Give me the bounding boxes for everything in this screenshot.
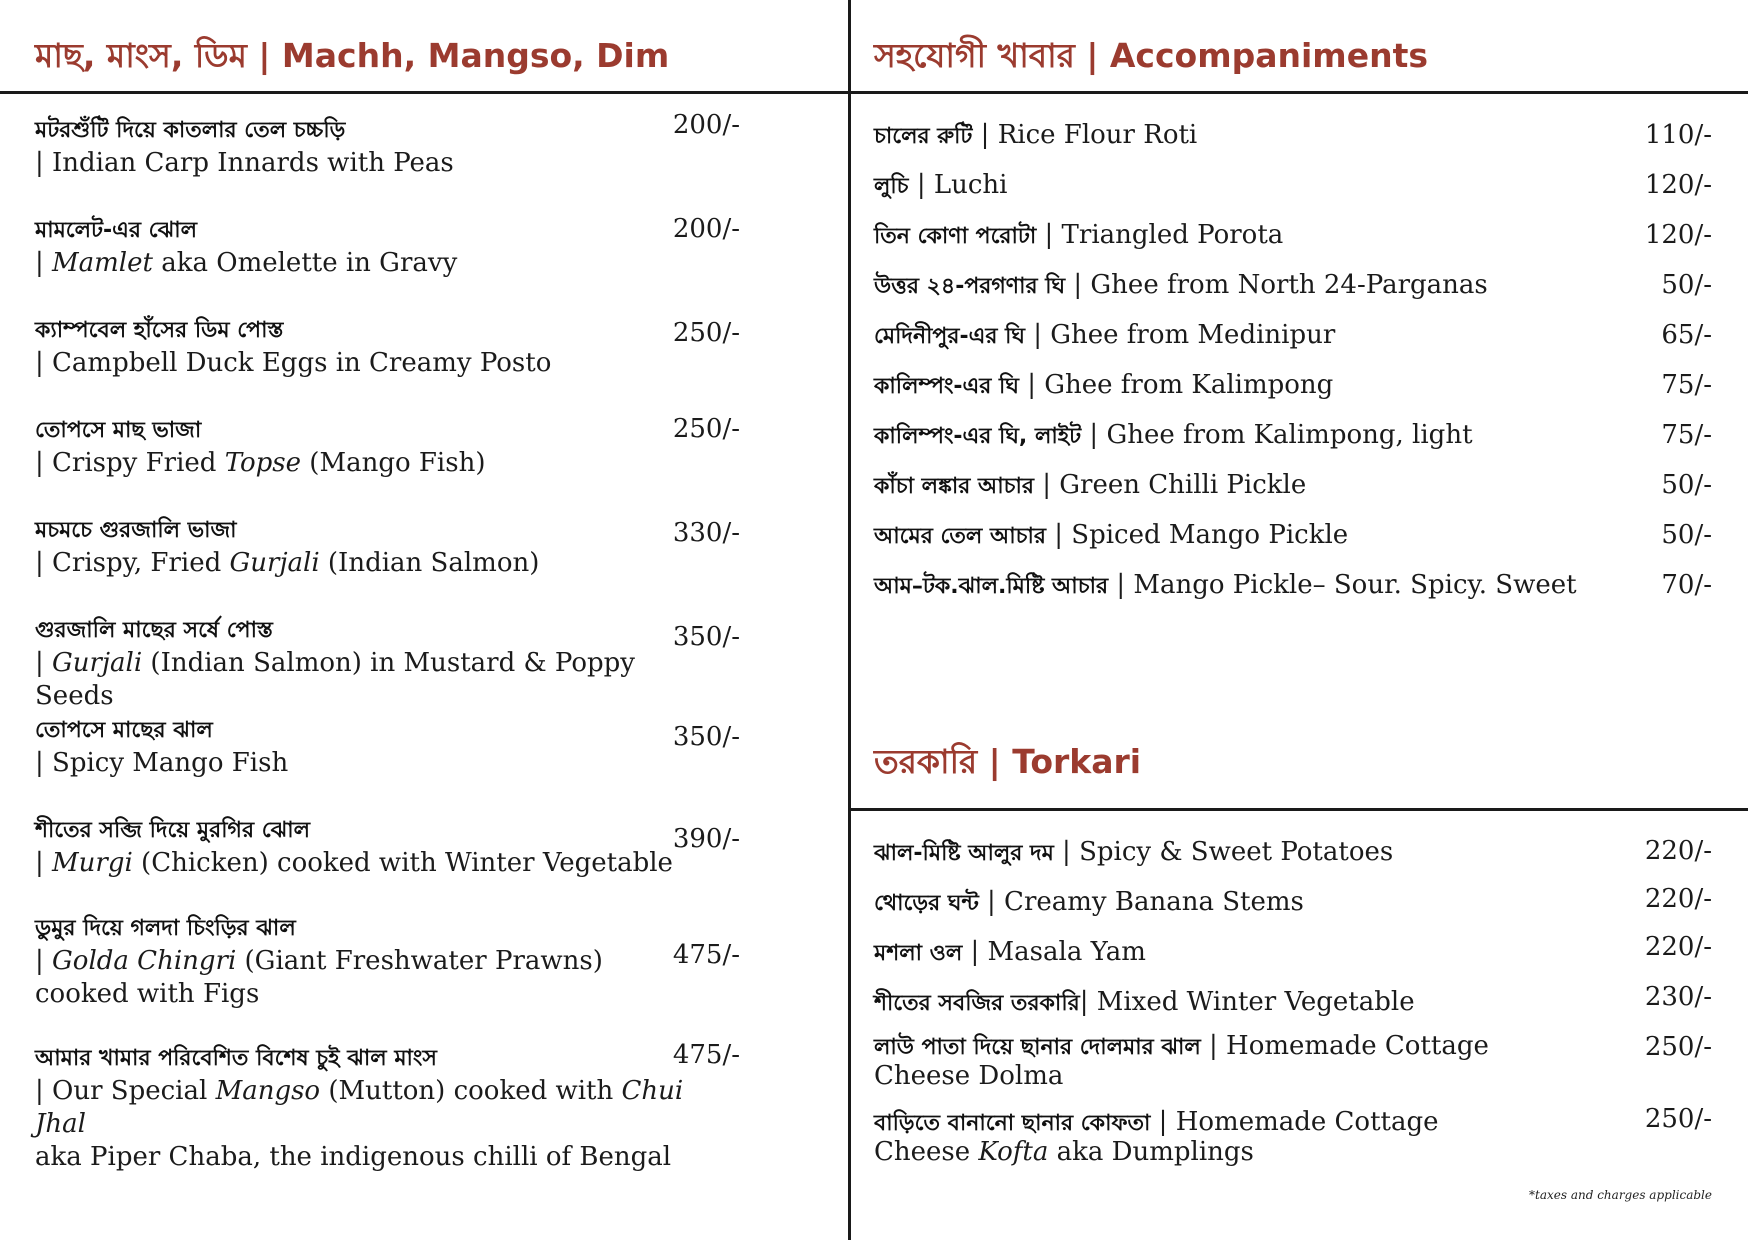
menu-item: [35, 814, 715, 880]
dish-name-english: | Ghee from Kalimpong: [1018, 370, 1334, 400]
dish-name-bengali: আম–টক.ঝাল.মিষ্টি আচার: [874, 574, 1109, 599]
dish-name-english: | Homemade Cottage Cheese Dolma: [874, 1031, 1489, 1091]
price: 390/-: [672, 824, 740, 854]
price: 200/-: [672, 214, 740, 244]
price: 475/-: [672, 940, 740, 970]
dish-name-bengali: ডুমুর দিয়ে গলদা চিংড়ির ঝাল: [35, 916, 296, 941]
dish-name-english: | Luchi: [908, 170, 1008, 200]
dish-description-english: | Gurjali (Indian Salmon) in Mustard & Poppy Seeds: [35, 648, 635, 711]
dish-name-bengali: শীতের সবজির তরকারি: [874, 991, 1080, 1016]
dish-name-english: | Homemade Cottage Cheese Kofta aka Dumplings: [874, 1107, 1439, 1167]
price: 350/-: [672, 722, 740, 752]
dish-description-english: | Murgi (Chicken) cooked with Winter Vegetable: [35, 848, 673, 878]
price: 50/-: [1661, 470, 1712, 500]
menu-item: [874, 221, 1614, 251]
dish-name-bengali: থোড়ের ঘন্ট: [874, 891, 979, 916]
dish-description-english: | Mamlet aka Omelette in Gravy: [35, 248, 458, 278]
menu-item: [874, 371, 1614, 401]
price: 250/-: [672, 318, 740, 348]
price: 50/-: [1661, 520, 1712, 550]
dish-name-english: | Mixed Winter Vegetable: [1079, 987, 1415, 1017]
menu-item: [35, 912, 715, 1011]
price: 50/-: [1661, 270, 1712, 300]
menu-item: [35, 714, 715, 780]
menu-item: [874, 938, 1614, 968]
dish-name-bengali: কালিম্পং-এর ঘি, লাইট: [874, 424, 1082, 449]
price: 75/-: [1661, 420, 1712, 450]
price: 120/-: [1644, 220, 1712, 250]
price: 200/-: [672, 110, 740, 140]
dish-name-bengali: মটরশুঁটি দিয়ে কাতলার তেল চচ্চড়ি: [35, 118, 346, 143]
menu-item: [35, 514, 715, 580]
dish-name-bengali: উত্তর ২৪-পরগণার ঘি: [874, 274, 1066, 299]
price: 120/-: [1644, 170, 1712, 200]
menu-item: [874, 888, 1614, 918]
dish-name-bengali: শীতের সব্জি দিয়ে মুরগির ঝোল: [35, 818, 311, 843]
dish-name-english: | Spicy & Sweet Potatoes: [1053, 837, 1394, 867]
menu-item: [874, 171, 1614, 201]
dish-description-english: | Crispy, Fried Gurjali (Indian Salmon): [35, 548, 540, 578]
dish-name-bengali: মচমচে গুরজালি ভাজা: [35, 518, 237, 543]
dish-name-english: | Spiced Mango Pickle: [1045, 520, 1349, 550]
price: 65/-: [1661, 320, 1712, 350]
dish-name-english: | Green Chilli Pickle: [1034, 470, 1307, 500]
dish-name-bengali: আমের তেল আচার: [874, 524, 1046, 549]
menu-item: [874, 571, 1614, 601]
dish-name-bengali: বাড়িতে বানানো ছানার কোফতা: [874, 1111, 1151, 1136]
dish-name-english: | Rice Flour Roti: [972, 120, 1198, 150]
dish-name-bengali: চালের রুটি: [874, 124, 973, 149]
dish-description-english: | Golda Chingri (Giant Freshwater Prawns) cooked with Figs: [35, 946, 603, 1009]
dish-name-bengali: লুচি: [874, 174, 909, 199]
dish-description-english: | Campbell Duck Eggs in Creamy Posto: [35, 348, 552, 378]
menu-item: [874, 988, 1614, 1018]
price: 110/-: [1644, 120, 1712, 150]
dish-name-bengali: কালিম্পং-এর ঘি: [874, 374, 1019, 399]
dish-description-english: | Spicy Mango Fish: [35, 748, 289, 778]
dish-name-bengali: কাঁচা লঙ্কার আচার: [874, 474, 1034, 499]
dish-description-english: | Our Special Mangso (Mutton) cooked with Chui Jhal aka Piper Chaba, the indigenous chilli of Bengal: [35, 1076, 684, 1172]
dish-description-english: | Indian Carp Innards with Peas: [35, 148, 454, 178]
dish-name-bengali: ক্যাম্পবেল হাঁসের ডিম পোস্ত: [35, 318, 284, 343]
dish-name-english: | Masala Yam: [962, 937, 1146, 967]
price: 220/-: [1644, 836, 1712, 866]
dish-name-bengali: মশলা ওল: [874, 941, 963, 966]
dish-name-bengali: গুরজালি মাছের সর্ষে পোস্ত: [35, 618, 273, 643]
section-heading-accompaniments: সহযোগী খাবার | Accompaniments: [874, 36, 1428, 75]
dish-name-english: | Mango Pickle– Sour. Spicy. Sweet: [1108, 570, 1577, 600]
price: 350/-: [672, 622, 740, 652]
price: 70/-: [1661, 570, 1712, 600]
menu-item: [874, 471, 1614, 501]
price: 220/-: [1644, 884, 1712, 914]
menu-item: [35, 314, 715, 380]
dish-name-bengali: লাউ পাতা দিয়ে ছানার দোলমার ঝাল: [874, 1035, 1201, 1060]
menu-item: [874, 421, 1614, 451]
dish-name-english: | Ghee from North 24-Parganas: [1065, 270, 1488, 300]
price: 250/-: [1644, 1032, 1712, 1062]
menu-item: [874, 1032, 1614, 1091]
dish-name-english: | Creamy Banana Stems: [978, 887, 1304, 917]
dish-name-bengali: তোপসে মাছের ঝাল: [35, 718, 213, 743]
dish-name-bengali: ঝাল-মিষ্টি আলুর দম: [874, 841, 1054, 866]
taxes-footnote: *taxes and charges applicable: [1529, 1188, 1712, 1202]
price: 230/-: [1644, 982, 1712, 1012]
price: 475/-: [672, 1040, 740, 1070]
menu-item: [874, 271, 1614, 301]
dish-name-english: | Ghee from Kalimpong, light: [1081, 420, 1473, 450]
price: 250/-: [672, 414, 740, 444]
accompaniments-heading-rule: [851, 91, 1748, 94]
menu-item: [35, 114, 715, 180]
price: 220/-: [1644, 932, 1712, 962]
section-heading-torkari: তরকারি | Torkari: [874, 742, 1142, 781]
menu-item: [874, 321, 1614, 351]
price: 75/-: [1661, 370, 1712, 400]
menu-item: [874, 1108, 1614, 1167]
section-heading-machh-mangso-dim: মাছ, মাংস, ডিম | Machh, Mangso, Dim: [35, 36, 670, 75]
dish-name-bengali: তিন কোণা পরোটা: [874, 224, 1037, 249]
menu-item: [874, 521, 1614, 551]
dish-name-bengali: তোপসে মাছ ভাজা: [35, 418, 202, 443]
dish-name-english: | Ghee from Medinipur: [1024, 320, 1336, 350]
menu-item: [35, 614, 715, 713]
dish-name-bengali: মেদিনীপুর-এর ঘি: [874, 324, 1025, 349]
menu-item: [35, 414, 715, 480]
dish-name-english: | Triangled Porota: [1036, 220, 1284, 250]
menu-item: [35, 1042, 715, 1174]
menu-item: [874, 838, 1614, 868]
dish-description-english: | Crispy Fried Topse (Mango Fish): [35, 448, 486, 478]
price: 330/-: [672, 518, 740, 548]
menu-item: [874, 121, 1614, 151]
menu-item: [35, 214, 715, 280]
left-heading-rule: [0, 91, 848, 94]
price: 250/-: [1644, 1104, 1712, 1134]
dish-name-bengali: আমার খামার পরিবেশিত বিশেষ চুই ঝাল মাংস: [35, 1046, 437, 1071]
center-divider: [848, 0, 851, 1240]
torkari-heading-rule: [851, 808, 1748, 811]
dish-name-bengali: মামলেট-এর ঝোল: [35, 218, 198, 243]
